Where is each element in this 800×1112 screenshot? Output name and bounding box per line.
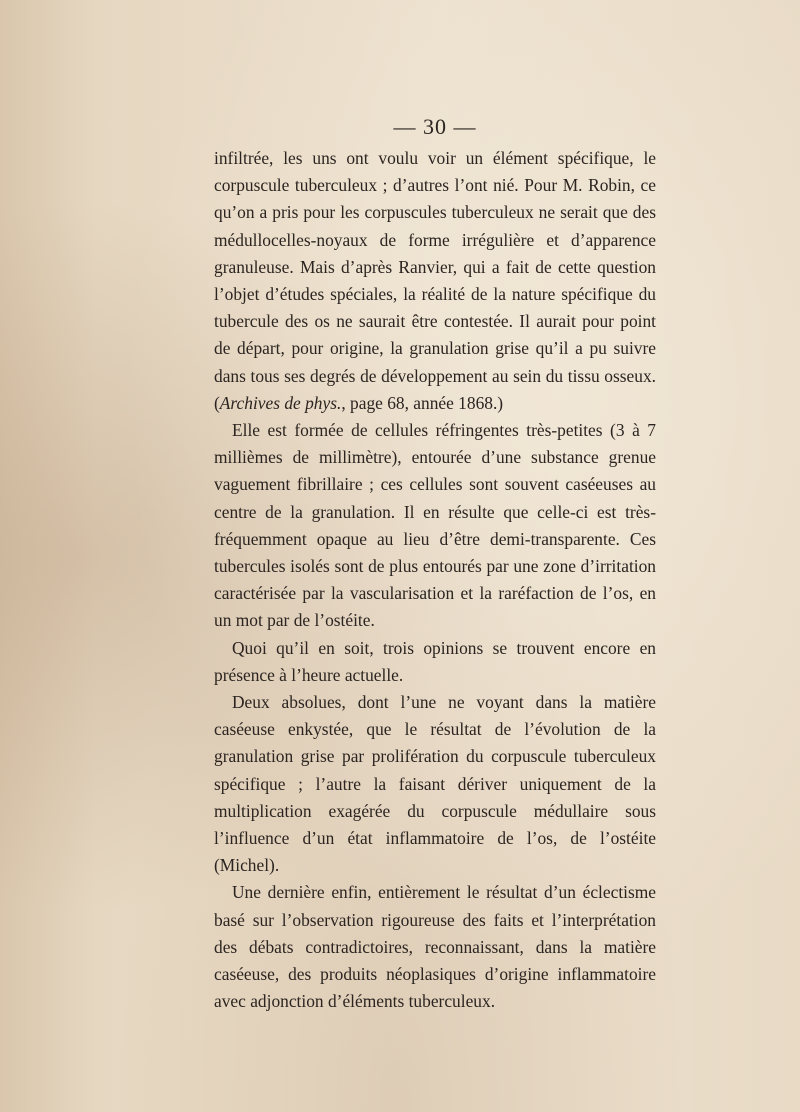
citation-details: , page 68, année 1868.) [341,392,504,413]
page-number: — 30 — [393,114,477,139]
paragraph-4: Deux absolues, dont l’une ne voyant dans la matière caséeuse enkystée, que le résultat de l’évolution de la granulation grise par prolifération du corpuscule tuberculeux spécifique ; l’autre la faisant dériver uniquement de la multiplication exagérée du corpuscule médullaire sous l’influence d’un état inflammatoire de l’os, de l’ostéite (Michel). [214,692,656,876]
paragraph-1-text: infiltrée, les uns ont voulu voir un élément spécifique, le corpuscule tuberculeux ; d’autres l’ont nié. Pour M. Robin, ce qu’on a pris pour les corpuscules tuberculeux ne serait que des médullocelles-noyaux de forme irrégulière et d’apparence granuleuse. Mais d’après Ranvier, qui a fait de cette question l’objet d’études spéciales, la réalité de la nature spécifique du tubercule des os ne saurait être contestée. Il aurait pour point de départ, pour origine, la granulation grise qu’il a pu suivre dans tous ses degrés de développement au sein du tissu osseux. ( [214,148,656,413]
paragraph-2: Elle est formée de cellules réfringentes très-petites (3 à 7 millièmes de millimètre), entourée d’une substance grenue vaguement fibrillaire ; ces cellules sont souvent caséeuses au centre de la granulation. Il en résulte que celle-ci est très-fréquemment opaque au lieu d’être demi-transparente. Ces tubercules isolés sont de plus entourés par une zone d’irritation caractérisée par la vascularisation et la raréfaction de l’os, en un mot par de l’ostéite. [214,420,656,631]
citation-title: Archives de phys. [219,392,342,413]
paragraph-1 [214,145,656,417]
body-text [214,145,656,1016]
paragraph-5: Une dernière enfin, entièrement le résultat d’un éclectisme basé sur l’observation rigoureuse des faits et l’interprétation des débats contradictoires, reconnaissant, dans la matière caséeuse, des produits néoplasiques d’origine inflammatoire avec adjonction d’éléments tuberculeux. [214,882,656,1012]
paragraph-3: Quoi qu’il en soit, trois opinions se trouvent encore en présence à l’heure actuelle. [214,637,656,685]
